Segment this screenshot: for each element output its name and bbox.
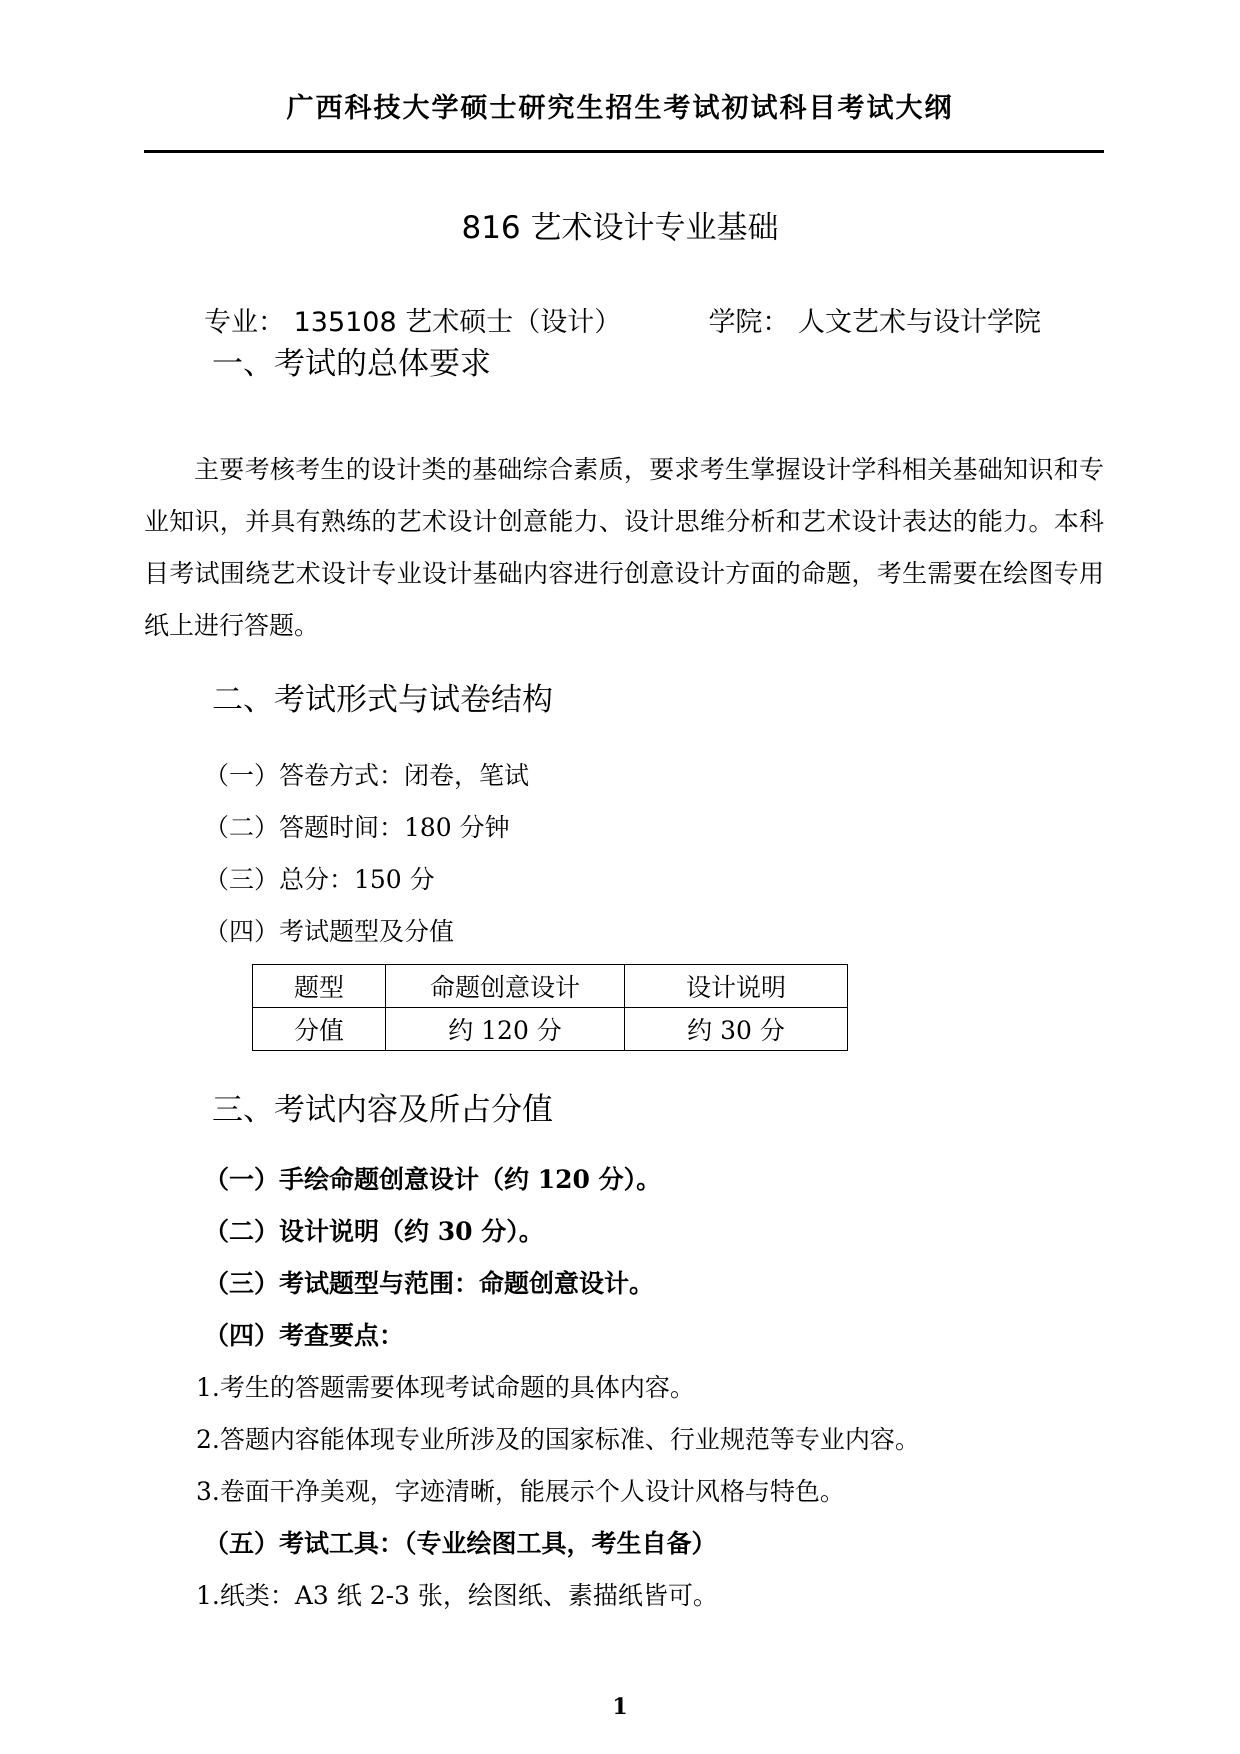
- content-item-2: （二）设计说明（约 30 分）。: [204, 1217, 544, 1246]
- table-cell: 设计说明: [625, 965, 848, 1008]
- college-label: 学院：: [708, 307, 790, 338]
- score-table: [252, 964, 848, 1051]
- key-point-1: 1.考生的答题需要体现考试命题的具体内容。: [196, 1373, 695, 1402]
- major-label: 专业：: [204, 307, 285, 338]
- exam-title: 816 艺术设计专业基础: [461, 210, 779, 246]
- question-types-item: （四）考试题型及分值: [204, 917, 455, 946]
- content-item-4: （四）考查要点：: [204, 1321, 405, 1350]
- page-number: 1: [612, 1694, 628, 1720]
- exam-duration-item: （二）答题时间：180 分钟: [204, 813, 510, 842]
- major-college-line: [204, 300, 1041, 339]
- table-row: [253, 965, 848, 1008]
- college-value: 人文艺术与设计学院: [798, 307, 1042, 338]
- tool-item-1: 1.纸类：A3 纸 2-3 张，绘图纸、素描纸皆可。: [196, 1581, 718, 1610]
- table-cell: 约 30 分: [625, 1008, 848, 1051]
- key-point-3: 3.卷面干净美观，字迹清晰，能展示个人设计风格与特色。: [196, 1477, 845, 1506]
- table-cell: 命题创意设计: [386, 965, 625, 1008]
- exam-format-item: （一）答卷方式：闭卷，笔试: [204, 761, 530, 790]
- header-rule: [144, 150, 1104, 153]
- section-1-paragraph: 主要考核考生的设计类的基础综合素质，要求考生掌握设计学科相关基础知识和专业知识，并具有熟练的艺术设计创意能力、设计思维分析和艺术设计表达的能力。本科目考试围绕艺术设计专业设计基础内容进行创意设计方面的命题，考生需要在绘图专用纸上进行答题。: [144, 455, 1104, 640]
- major-value: 135108 艺术硕士（设计）: [293, 307, 622, 338]
- section-heading-1: 一、考试的总体要求: [212, 346, 491, 382]
- table-row: [253, 1008, 848, 1051]
- content-item-3: （三）考试题型与范围：命题创意设计。: [204, 1269, 655, 1298]
- section-heading-2: 二、考试形式与试卷结构: [212, 682, 553, 718]
- running-header: 广西科技大学硕士研究生招生考试初试科目考试大纲: [286, 93, 954, 124]
- table-cell: 题型: [253, 965, 386, 1008]
- table-cell: 约 120 分: [386, 1008, 625, 1051]
- section-heading-3: 三、考试内容及所占分值: [212, 1092, 553, 1128]
- table-cell: 分值: [253, 1008, 386, 1051]
- content-item-1: （一）手绘命题创意设计（约 120 分）。: [204, 1165, 662, 1194]
- content-item-5: （五）考试工具：（专业绘图工具，考生自备）: [204, 1529, 717, 1558]
- key-point-2: 2.答题内容能体现专业所涉及的国家标准、行业规范等专业内容。: [196, 1425, 920, 1454]
- total-score-item: （三）总分：150 分: [204, 865, 435, 894]
